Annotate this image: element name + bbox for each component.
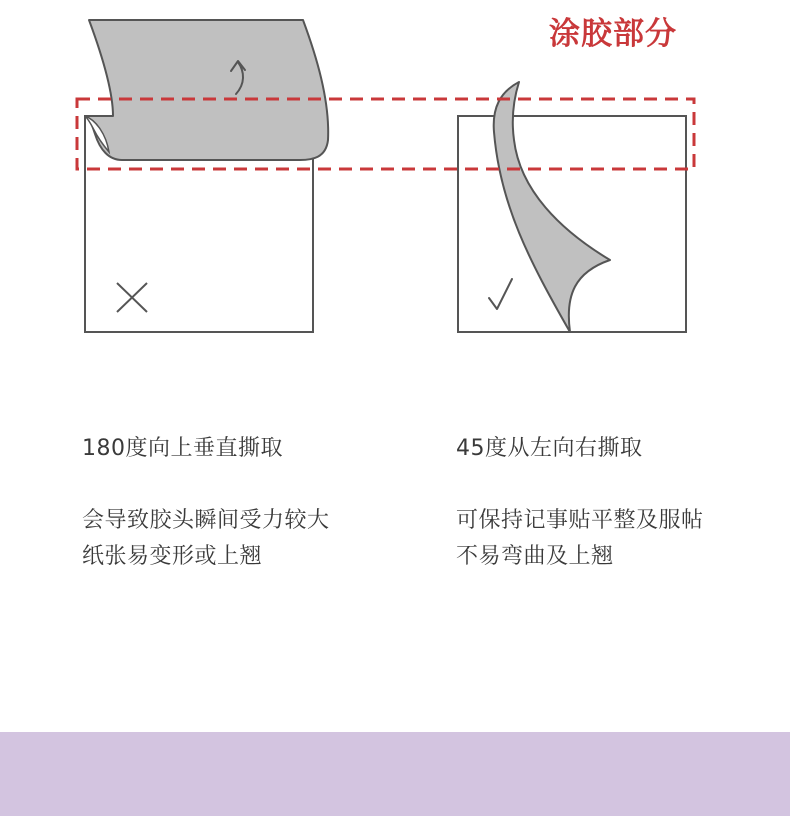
left-method-description: [82, 503, 330, 575]
left-description-line: 会导致胶头瞬间受力较大: [82, 508, 330, 533]
right-note-pad: [458, 116, 686, 332]
left-description-line: 纸张易变形或上翘: [82, 544, 263, 569]
right-peel-illustration: [458, 82, 686, 332]
left-method-title: [82, 431, 283, 467]
right-description-line: 不易弯曲及上翘: [456, 544, 614, 569]
right-method-description: [456, 503, 704, 575]
right-method-title-text: 45度从左向右撕取: [456, 436, 643, 461]
footer-band: [0, 732, 790, 816]
right-description-line: 可保持记事贴平整及服帖: [456, 508, 704, 533]
glue-area-label: 涂胶部分: [549, 16, 677, 52]
left-peel-illustration: [85, 20, 328, 332]
right-method-title: [456, 431, 643, 467]
left-method-title-text: 180度向上垂直撕取: [82, 436, 283, 461]
left-peeled-sheet: [85, 20, 328, 160]
